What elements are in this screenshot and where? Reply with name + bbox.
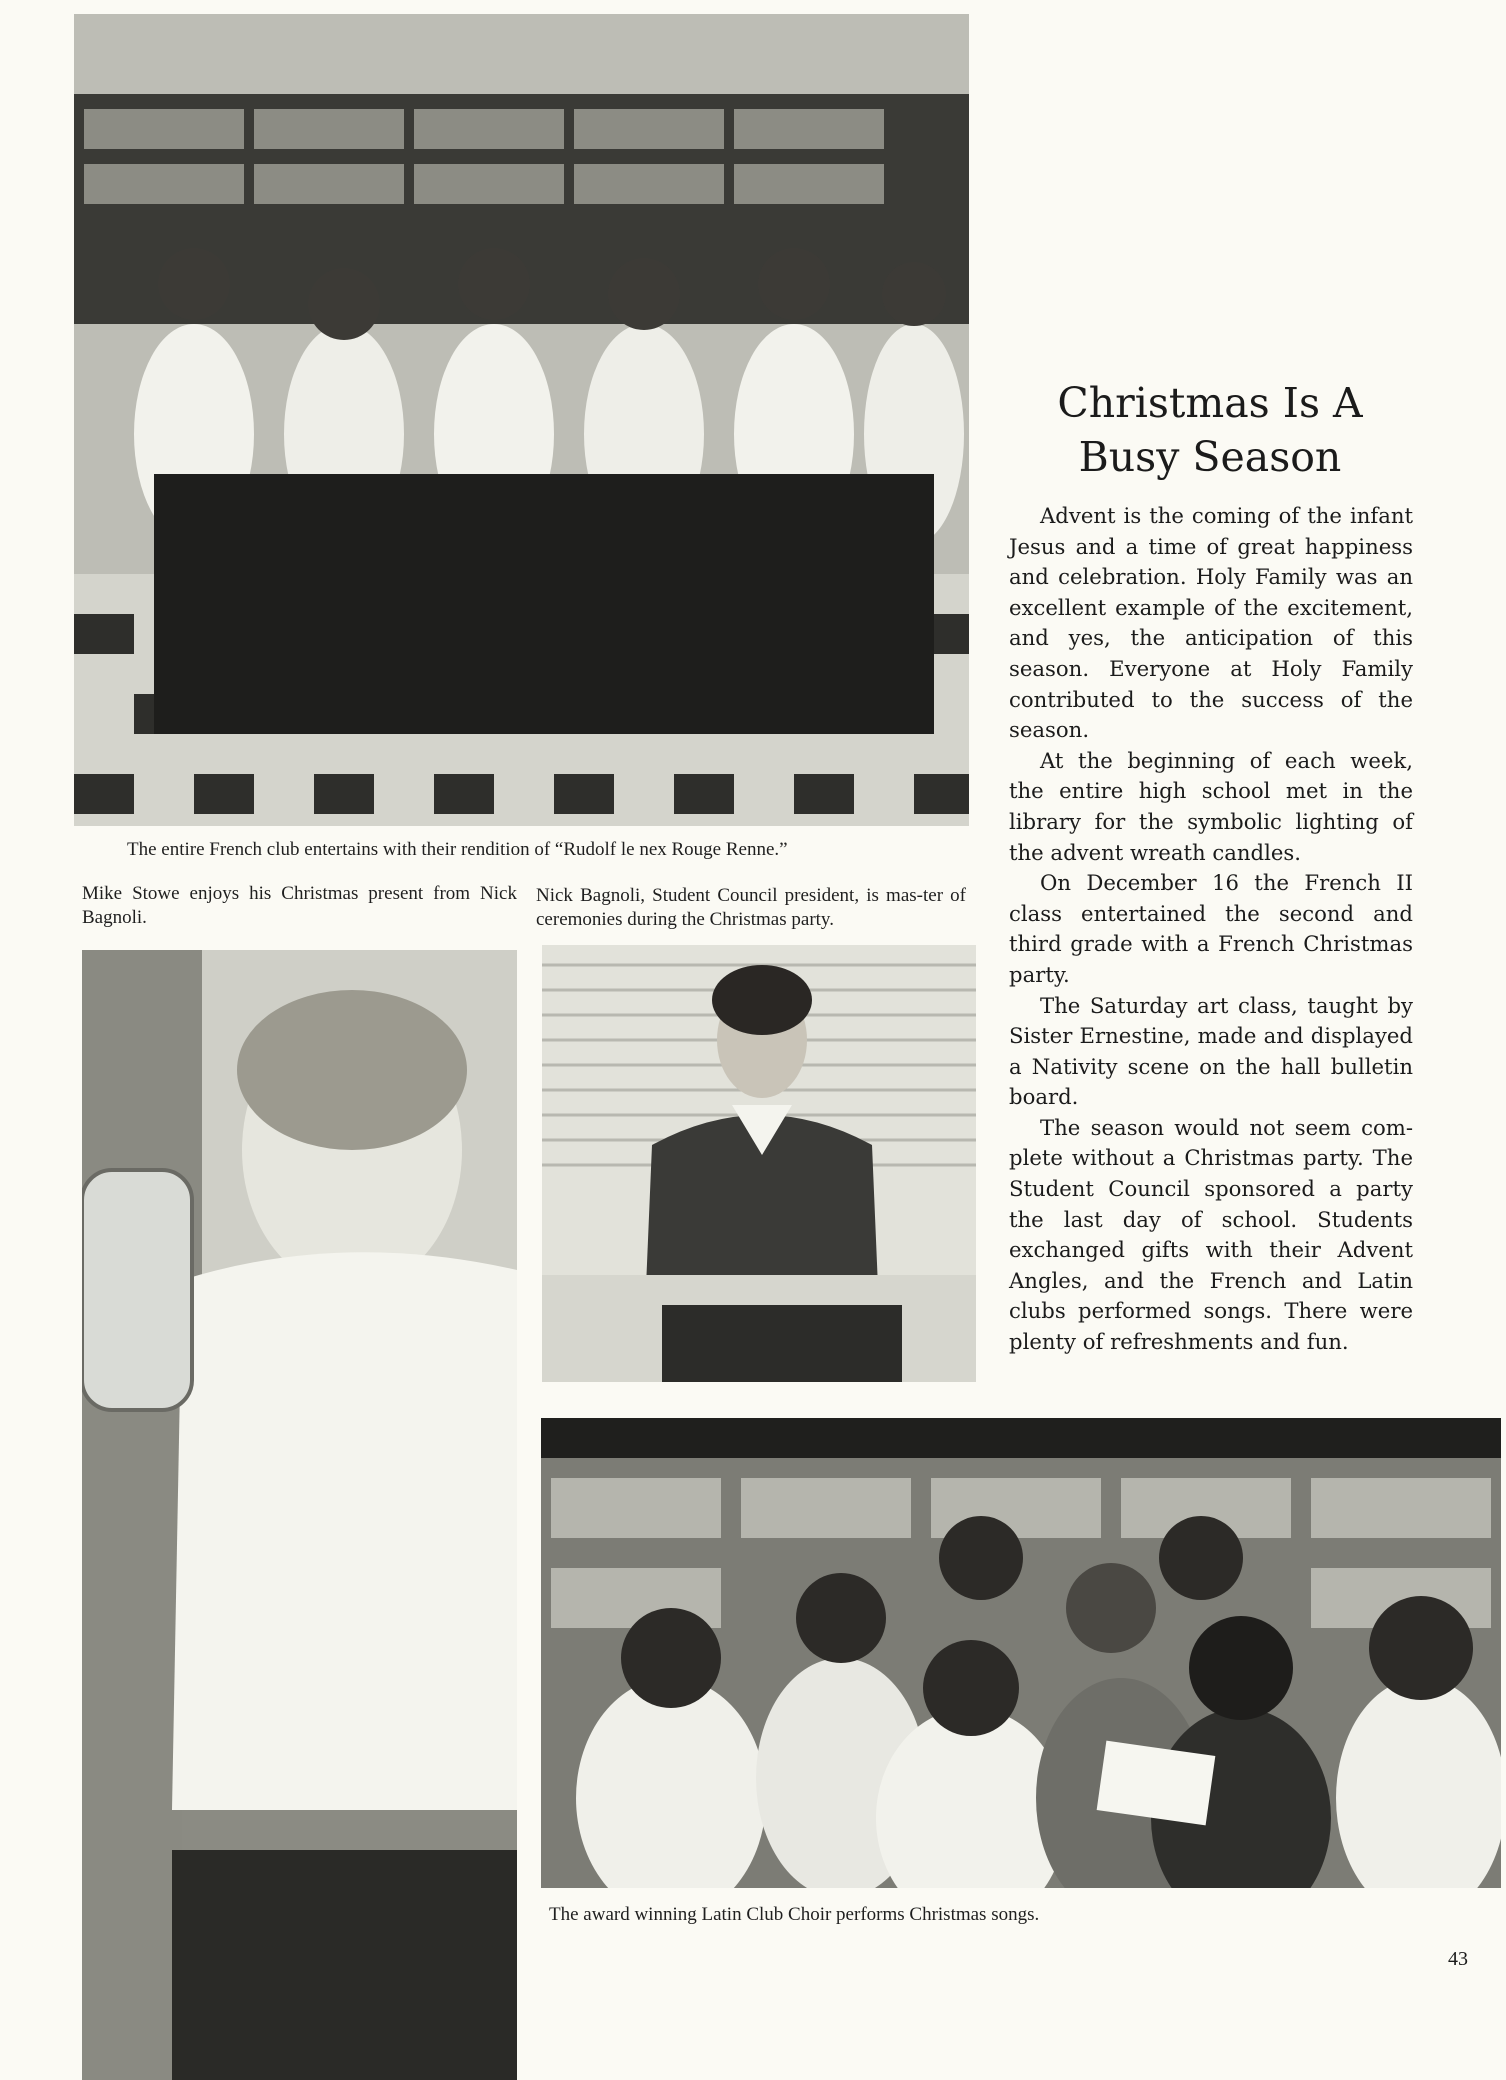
article-paragraph: The Saturday art class, taught by Sister Ernestine, made and displayed a Nativity scene on the hall bulletin board. bbox=[1009, 992, 1413, 1110]
french-club-caption: The entire French club entertains with their rendition of “Rudolf le nex Rouge Renne.” bbox=[127, 839, 788, 860]
page-number: 43 bbox=[1448, 1948, 1468, 1970]
mike-stowe-photo bbox=[82, 950, 517, 2080]
article-paragraph: Advent is the coming of the infant Jesus and a time of great happiness and celebration. Holy Family was an excellent example of the excitement, and yes, the anticipation of this season. Everyone at Holy Family contributed to the success of the season. bbox=[1009, 503, 1413, 743]
latin-choir-photo bbox=[541, 1418, 1501, 1888]
article-headline: Christmas Is A Busy Season bbox=[1057, 379, 1363, 481]
french-club-photo bbox=[74, 14, 969, 826]
article-body bbox=[1009, 501, 1413, 1358]
nick-bagnoli-caption: Nick Bagnoli, Student Council president, is mas-ter of ceremonies during the Christmas party. bbox=[536, 885, 966, 930]
article-paragraph: The season would not seem complete without a Christmas party. The Student Council sponsored a party the last day of school. Students exchanged gifts with their Advent Angles, and the French and Latin clubs performed songs. There were plenty of refreshments and fun. bbox=[1009, 1114, 1413, 1355]
article-paragraph: On December 16 the French II class entertained the second and third grade with a French Christmas party. bbox=[1009, 870, 1413, 987]
article-paragraph: At the beginning of each week, the entire high school met in the library for the symbolic lighting of the advent wreath candles. bbox=[1009, 747, 1413, 865]
mike-stowe-caption: Mike Stowe enjoys his Christmas present from Nick Bagnoli. bbox=[82, 883, 517, 928]
nick-bagnoli-photo bbox=[542, 945, 976, 1382]
latin-choir-caption: The award winning Latin Club Choir performs Christmas songs. bbox=[549, 1904, 1040, 1925]
